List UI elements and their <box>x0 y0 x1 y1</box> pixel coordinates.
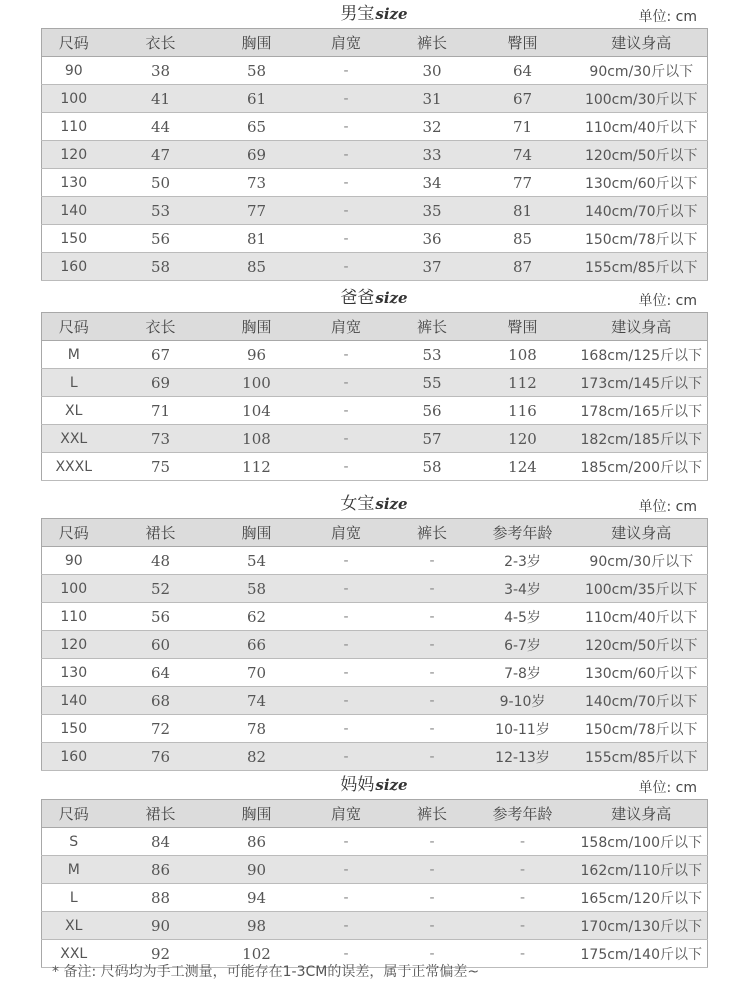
table-cell: - <box>298 603 395 631</box>
column-header: 臀围 <box>470 313 576 341</box>
table-row <box>42 225 708 253</box>
table-cell: 12-13岁 <box>470 743 576 771</box>
table-cell: 36 <box>395 225 470 253</box>
table-cell: 90 <box>42 57 106 85</box>
table-cell: - <box>395 575 470 603</box>
table-row <box>42 884 708 912</box>
table-cell: 41 <box>106 85 216 113</box>
table-cell: - <box>395 659 470 687</box>
unit-label: 单位: cm <box>638 499 697 515</box>
table-row <box>42 603 708 631</box>
table-cell: 112 <box>216 453 298 481</box>
table-cell: 168cm/125斤以下 <box>576 341 708 369</box>
table-cell: - <box>395 912 470 940</box>
table-cell: 31 <box>395 85 470 113</box>
table-row <box>42 341 708 369</box>
table-cell: 112 <box>470 369 576 397</box>
table-cell: 52 <box>106 575 216 603</box>
table-cell: 100cm/30斤以下 <box>576 85 708 113</box>
section-title-name: 男宝 <box>340 4 375 24</box>
table-cell: 170cm/130斤以下 <box>576 912 708 940</box>
table-cell: - <box>298 912 395 940</box>
table-cell: 56 <box>106 603 216 631</box>
table-row <box>42 659 708 687</box>
table-row <box>42 631 708 659</box>
table-cell: 108 <box>470 341 576 369</box>
table-cell: 71 <box>470 113 576 141</box>
column-header: 胸围 <box>216 29 298 57</box>
table-cell: 140 <box>42 197 106 225</box>
size-table <box>41 312 708 481</box>
table-cell: - <box>298 57 395 85</box>
table-cell: - <box>298 743 395 771</box>
table-cell: 84 <box>106 828 216 856</box>
table-cell: 50 <box>106 169 216 197</box>
column-header: 胸围 <box>216 519 298 547</box>
section-title-name: 爸爸 <box>340 288 375 308</box>
table-cell: 173cm/145斤以下 <box>576 369 708 397</box>
table-cell: 120cm/50斤以下 <box>576 631 708 659</box>
table-cell: - <box>395 603 470 631</box>
column-header: 建议身高 <box>576 800 708 828</box>
table-cell: 76 <box>106 743 216 771</box>
table-cell: 90 <box>106 912 216 940</box>
section-title <box>41 771 707 799</box>
unit-label: 单位: cm <box>638 293 697 309</box>
table-cell: 130cm/60斤以下 <box>576 659 708 687</box>
table-row <box>42 575 708 603</box>
table-cell: - <box>298 369 395 397</box>
section-title-suffix: size <box>375 776 408 794</box>
table-cell: 74 <box>216 687 298 715</box>
table-row <box>42 715 708 743</box>
table-cell: 81 <box>470 197 576 225</box>
table-cell: 150 <box>42 225 106 253</box>
column-header: 肩宽 <box>298 313 395 341</box>
table-cell: - <box>395 828 470 856</box>
table-cell: 130cm/60斤以下 <box>576 169 708 197</box>
table-cell: 2-3岁 <box>470 547 576 575</box>
table-cell: 35 <box>395 197 470 225</box>
table-cell: 92 <box>106 940 216 968</box>
column-header: 建议身高 <box>576 519 708 547</box>
table-cell: XXXL <box>42 453 106 481</box>
table-cell: 110 <box>42 113 106 141</box>
table-cell: 56 <box>395 397 470 425</box>
table-cell: 69 <box>216 141 298 169</box>
table-cell: - <box>298 425 395 453</box>
table-cell: 3-4岁 <box>470 575 576 603</box>
section-title <box>41 0 707 28</box>
table-cell: 162cm/110斤以下 <box>576 856 708 884</box>
table-cell: XL <box>42 397 106 425</box>
table-cell: 4-5岁 <box>470 603 576 631</box>
table-cell: - <box>470 884 576 912</box>
column-header: 胸围 <box>216 800 298 828</box>
table-cell: - <box>298 397 395 425</box>
table-cell: 58 <box>216 575 298 603</box>
table-row <box>42 85 708 113</box>
table-cell: 56 <box>106 225 216 253</box>
section-title-suffix: size <box>375 289 408 307</box>
table-cell: 94 <box>216 884 298 912</box>
table-cell: 130 <box>42 659 106 687</box>
table-cell: - <box>298 113 395 141</box>
table-cell: 85 <box>470 225 576 253</box>
table-cell: 110cm/40斤以下 <box>576 603 708 631</box>
section-title-name: 女宝 <box>340 494 375 514</box>
table-row <box>42 547 708 575</box>
table-row <box>42 197 708 225</box>
table-cell: M <box>42 856 106 884</box>
table-cell: 90cm/30斤以下 <box>576 57 708 85</box>
table-cell: 75 <box>106 453 216 481</box>
table-cell: - <box>298 828 395 856</box>
table-cell: 178cm/165斤以下 <box>576 397 708 425</box>
table-cell: - <box>298 715 395 743</box>
table-row <box>42 856 708 884</box>
unit-label: 单位: cm <box>638 780 697 796</box>
column-header: 裙长 <box>106 519 216 547</box>
table-cell: L <box>42 369 106 397</box>
table-row <box>42 57 708 85</box>
table-cell: - <box>298 575 395 603</box>
table-cell: 108 <box>216 425 298 453</box>
column-header: 裤长 <box>395 313 470 341</box>
table-cell: 110 <box>42 603 106 631</box>
table-cell: 55 <box>395 369 470 397</box>
table-cell: - <box>395 940 470 968</box>
table-cell: 64 <box>106 659 216 687</box>
table-cell: 90 <box>216 856 298 884</box>
table-row <box>42 169 708 197</box>
table-cell: - <box>298 940 395 968</box>
table-cell: 182cm/185斤以下 <box>576 425 708 453</box>
table-cell: XXL <box>42 940 106 968</box>
table-cell: - <box>298 85 395 113</box>
table-cell: - <box>298 253 395 281</box>
table-cell: - <box>395 856 470 884</box>
table-cell: 67 <box>470 85 576 113</box>
table-cell: 34 <box>395 169 470 197</box>
table-cell: 32 <box>395 113 470 141</box>
table-cell: 53 <box>106 197 216 225</box>
table-cell: 140cm/70斤以下 <box>576 687 708 715</box>
section-title <box>41 284 707 312</box>
table-cell: 78 <box>216 715 298 743</box>
table-cell: 69 <box>106 369 216 397</box>
table-cell: 150cm/78斤以下 <box>576 225 708 253</box>
table-cell: - <box>298 631 395 659</box>
table-cell: 158cm/100斤以下 <box>576 828 708 856</box>
table-row <box>42 453 708 481</box>
table-cell: 10-11岁 <box>470 715 576 743</box>
table-cell: 74 <box>470 141 576 169</box>
table-cell: 155cm/85斤以下 <box>576 743 708 771</box>
table-cell: L <box>42 884 106 912</box>
table-cell: 65 <box>216 113 298 141</box>
table-cell: 73 <box>106 425 216 453</box>
table-cell: 61 <box>216 85 298 113</box>
table-cell: 140cm/70斤以下 <box>576 197 708 225</box>
table-cell: - <box>395 884 470 912</box>
table-cell: 66 <box>216 631 298 659</box>
table-cell: - <box>470 912 576 940</box>
table-cell: 68 <box>106 687 216 715</box>
footnote: * 备注: 尺码均为手工测量，可能存在1-3CM的误差，属于正常偏差~ <box>52 964 480 980</box>
table-cell: 185cm/200斤以下 <box>576 453 708 481</box>
table-row <box>42 113 708 141</box>
table-cell: 124 <box>470 453 576 481</box>
table-cell: 120 <box>42 141 106 169</box>
table-cell: - <box>298 225 395 253</box>
table-cell: 110cm/40斤以下 <box>576 113 708 141</box>
table-cell: - <box>298 856 395 884</box>
table-cell: 82 <box>216 743 298 771</box>
table-cell: 85 <box>216 253 298 281</box>
column-header: 建议身高 <box>576 313 708 341</box>
table-cell: 77 <box>216 197 298 225</box>
column-header: 衣长 <box>106 313 216 341</box>
table-cell: 90 <box>42 547 106 575</box>
column-header: 胸围 <box>216 313 298 341</box>
column-header: 肩宽 <box>298 29 395 57</box>
table-row <box>42 912 708 940</box>
column-header: 衣长 <box>106 29 216 57</box>
table-cell: 88 <box>106 884 216 912</box>
column-header: 参考年龄 <box>470 519 576 547</box>
table-cell: S <box>42 828 106 856</box>
table-cell: - <box>298 197 395 225</box>
table-row <box>42 743 708 771</box>
table-cell: 48 <box>106 547 216 575</box>
table-cell: 57 <box>395 425 470 453</box>
column-header: 建议身高 <box>576 29 708 57</box>
size-table <box>41 518 708 771</box>
section-title-suffix: size <box>375 5 408 23</box>
table-cell: 72 <box>106 715 216 743</box>
table-cell: 86 <box>216 828 298 856</box>
column-header: 肩宽 <box>298 519 395 547</box>
table-cell: 7-8岁 <box>470 659 576 687</box>
table-cell: 116 <box>470 397 576 425</box>
table-cell: 60 <box>106 631 216 659</box>
table-cell: 77 <box>470 169 576 197</box>
table-cell: 47 <box>106 141 216 169</box>
table-cell: - <box>470 828 576 856</box>
table-cell: 90cm/30斤以下 <box>576 547 708 575</box>
column-header: 裙长 <box>106 800 216 828</box>
table-cell: 96 <box>216 341 298 369</box>
table-header-row <box>42 29 708 57</box>
table-cell: - <box>395 715 470 743</box>
table-row <box>42 425 708 453</box>
table-cell: 140 <box>42 687 106 715</box>
table-cell: 37 <box>395 253 470 281</box>
table-cell: 160 <box>42 743 106 771</box>
table-cell: 53 <box>395 341 470 369</box>
table-cell: M <box>42 341 106 369</box>
table-cell: 54 <box>216 547 298 575</box>
table-cell: 102 <box>216 940 298 968</box>
table-header-row <box>42 800 708 828</box>
table-cell: 100 <box>42 575 106 603</box>
table-cell: - <box>395 743 470 771</box>
table-cell: - <box>298 453 395 481</box>
table-cell: 98 <box>216 912 298 940</box>
table-row <box>42 141 708 169</box>
table-cell: 104 <box>216 397 298 425</box>
table-cell: 120 <box>470 425 576 453</box>
table-cell: 100cm/35斤以下 <box>576 575 708 603</box>
table-cell: 38 <box>106 57 216 85</box>
table-cell: 100 <box>42 85 106 113</box>
table-cell: - <box>298 169 395 197</box>
table-row <box>42 397 708 425</box>
column-header: 参考年龄 <box>470 800 576 828</box>
column-header: 臀围 <box>470 29 576 57</box>
table-row <box>42 828 708 856</box>
table-cell: 44 <box>106 113 216 141</box>
table-cell: - <box>470 940 576 968</box>
table-cell: - <box>298 659 395 687</box>
section-title <box>41 490 707 518</box>
table-cell: - <box>470 856 576 884</box>
table-cell: 120cm/50斤以下 <box>576 141 708 169</box>
table-cell: 58 <box>106 253 216 281</box>
table-cell: 30 <box>395 57 470 85</box>
table-cell: 71 <box>106 397 216 425</box>
column-header: 裤长 <box>395 519 470 547</box>
table-cell: 64 <box>470 57 576 85</box>
unit-label: 单位: cm <box>638 9 697 25</box>
table-cell: - <box>395 631 470 659</box>
table-header-row <box>42 313 708 341</box>
table-header-row <box>42 519 708 547</box>
table-row <box>42 369 708 397</box>
table-cell: 73 <box>216 169 298 197</box>
table-cell: 150cm/78斤以下 <box>576 715 708 743</box>
table-cell: - <box>298 884 395 912</box>
table-cell: 67 <box>106 341 216 369</box>
table-cell: - <box>298 687 395 715</box>
table-row <box>42 687 708 715</box>
column-header: 肩宽 <box>298 800 395 828</box>
table-cell: XXL <box>42 425 106 453</box>
table-cell: 58 <box>395 453 470 481</box>
size-table <box>41 799 708 968</box>
table-cell: 175cm/140斤以下 <box>576 940 708 968</box>
table-cell: 9-10岁 <box>470 687 576 715</box>
column-header: 尺码 <box>42 29 106 57</box>
table-cell: 160 <box>42 253 106 281</box>
table-cell: 6-7岁 <box>470 631 576 659</box>
column-header: 尺码 <box>42 519 106 547</box>
table-cell: - <box>395 687 470 715</box>
table-cell: - <box>298 341 395 369</box>
table-cell: 86 <box>106 856 216 884</box>
table-cell: 58 <box>216 57 298 85</box>
table-cell: - <box>298 547 395 575</box>
table-cell: 130 <box>42 169 106 197</box>
table-cell: 62 <box>216 603 298 631</box>
column-header: 裤长 <box>395 29 470 57</box>
table-row <box>42 253 708 281</box>
size-table <box>41 28 708 281</box>
table-cell: - <box>395 547 470 575</box>
column-header: 尺码 <box>42 800 106 828</box>
table-cell: - <box>298 141 395 169</box>
table-cell: 70 <box>216 659 298 687</box>
section-title-name: 妈妈 <box>340 775 375 795</box>
column-header: 裤长 <box>395 800 470 828</box>
table-cell: 165cm/120斤以下 <box>576 884 708 912</box>
table-cell: 81 <box>216 225 298 253</box>
table-cell: 120 <box>42 631 106 659</box>
table-cell: 155cm/85斤以下 <box>576 253 708 281</box>
table-cell: 100 <box>216 369 298 397</box>
section-title-suffix: size <box>375 495 408 513</box>
table-cell: XL <box>42 912 106 940</box>
table-cell: 150 <box>42 715 106 743</box>
column-header: 尺码 <box>42 313 106 341</box>
table-cell: 87 <box>470 253 576 281</box>
table-cell: 33 <box>395 141 470 169</box>
